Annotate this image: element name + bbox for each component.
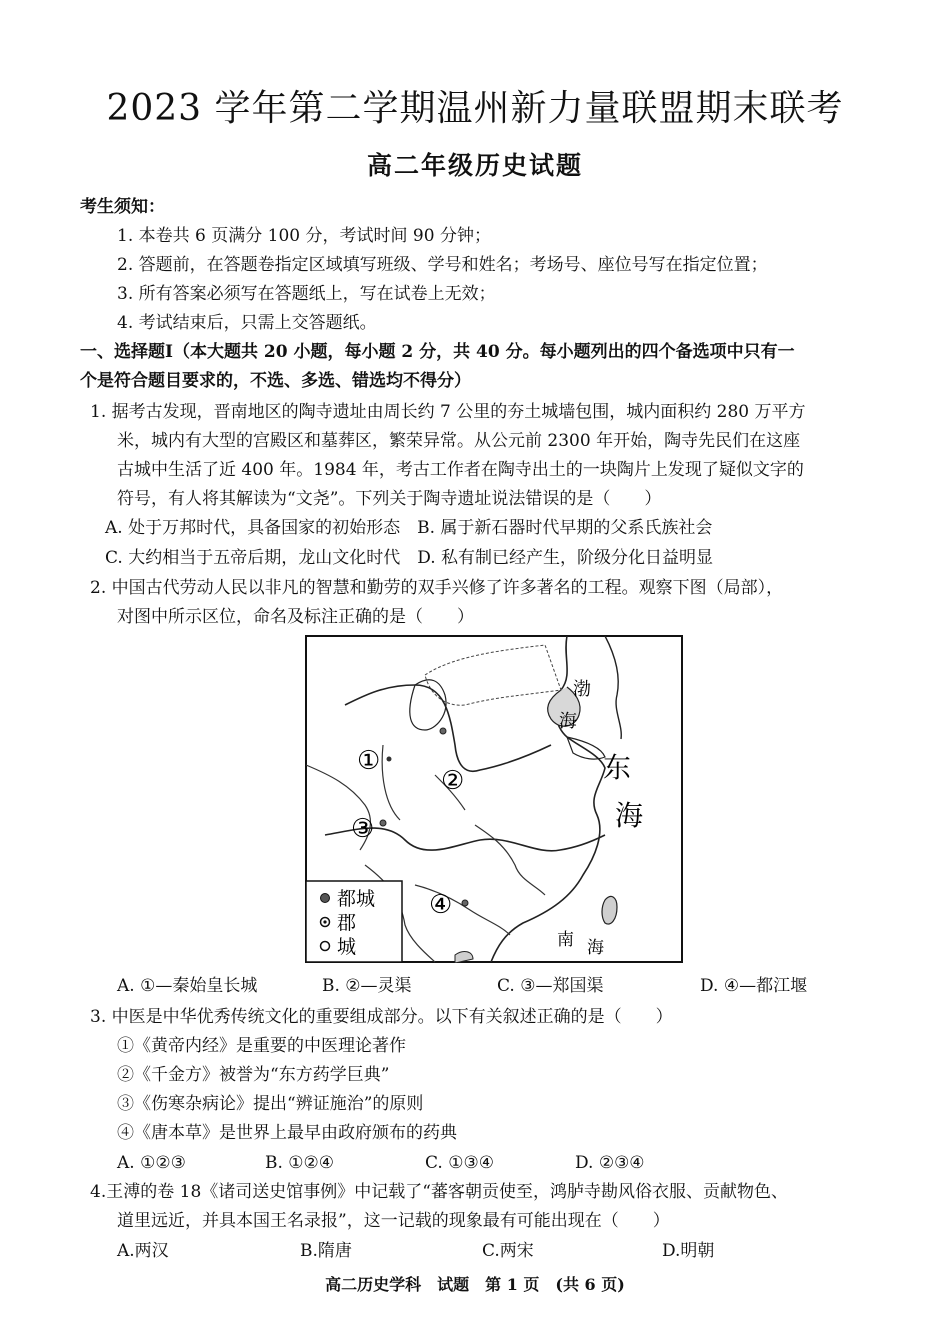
- q1-option-row: A. 处于万邦时代，具备国家的初始形态 B. 属于新石器时代早期的父系氏族社会: [105, 518, 713, 538]
- exam-subtitle: 高二年级历史试题: [366, 151, 583, 180]
- notice-item: 2. 答题前，在答题卷指定区域填写班级、学号和姓名；考场号、座位号写在指定位置；: [117, 255, 768, 275]
- q1-stem-line: 符号，有人将其解读为“文尧”。下列关于陶寺遗址说法错误的是（ ）: [117, 489, 662, 509]
- q2-stem-line: 2. 中国古代劳动人民以非凡的智慧和勤劳的双手兴修了许多著名的工程。观察下图（局部），: [90, 578, 784, 598]
- legend-label-city: 城: [337, 937, 357, 958]
- q3-option-b: B. ①②④: [265, 1153, 335, 1173]
- map-marker-2: ②: [441, 766, 465, 796]
- historical-map-figure: [305, 635, 683, 963]
- section-heading-line-2: 个是符合题目要求的，不选、多选、错选均不得分）: [80, 371, 471, 391]
- legend-label-commandery: 郡: [337, 913, 357, 934]
- legend-capital-symbol: [321, 894, 330, 903]
- notice-item: 3. 所有答案必须写在答题纸上，写在试卷上无效；: [117, 284, 496, 304]
- q4-option-d: D.明朝: [662, 1241, 715, 1261]
- q3-item: ③《伤寒杂病论》提出“辨证施治”的原则: [117, 1094, 424, 1114]
- q1-stem-line: 古城中生活了近 400 年。1984 年，考古工作者在陶寺出土的一块陶片上发现了疑似文字的: [117, 460, 804, 480]
- q4-option-c: C.两宋: [482, 1241, 534, 1261]
- legend-label-capital: 都城: [337, 889, 376, 910]
- section-heading-line-1: 一、选择题Ⅰ（本大题共 20 小题，每小题 2 分，共 40 分。每小题列出的四个备选项中只有一: [80, 342, 795, 362]
- q4-stem-line: 4.王溥的卷 18《诸司送史馆事例》中记载了“蕃客朝贡使至，鸿胪寺勘风俗衣服、贡献物色、: [90, 1182, 788, 1202]
- notice-item: 1. 本卷共 6 页满分 100 分，考试时间 90 分钟；: [117, 226, 491, 246]
- sea-label-east-2: 海: [615, 801, 644, 832]
- q3-item: ①《黄帝内经》是重要的中医理论著作: [117, 1036, 406, 1056]
- q3-stem: 3. 中医是中华优秀传统文化的重要组成部分。以下有关叙述正确的是（ ）: [90, 1007, 673, 1027]
- map-marker-4: ④: [429, 890, 453, 920]
- q3-option-c: C. ①③④: [425, 1153, 494, 1173]
- q2-option-c: C. ③—郑国渠: [497, 976, 604, 996]
- site-marker-2: [440, 728, 446, 734]
- q2-option-a: A. ①—秦始皇长城: [117, 976, 258, 996]
- sea-label-south-2: 海: [587, 938, 604, 957]
- q1-option-row: C. 大约相当于五帝后期，龙山文化时代 D. 私有制已经产生，阶级分化日益明显: [105, 548, 714, 568]
- sea-label-bohai-1: 渤: [573, 679, 591, 699]
- q4-option-a: A.两汉: [117, 1241, 169, 1261]
- page-footer: 高二历史学科 试题 第 1 页 (共 6 页): [325, 1275, 625, 1294]
- q2-option-b: B. ②—灵渠: [322, 976, 412, 996]
- q3-item: ④《唐本草》是世界上最早由政府颁布的药典: [117, 1123, 457, 1143]
- q3-option-d: D. ②③④: [575, 1153, 645, 1173]
- notice-item: 4. 考试结束后，只需上交答题纸。: [117, 313, 377, 333]
- map-marker-3: ③: [351, 814, 375, 844]
- sea-label-east-1: 东: [603, 753, 632, 784]
- site-marker-1: [387, 757, 392, 762]
- q4-stem-line: 道里远近，并具本国王名录报”，这一记载的现象最有可能出现在（ ）: [117, 1211, 670, 1231]
- q2-stem-line: 对图中所示区位，命名及标注正确的是（ ）: [117, 607, 474, 627]
- exam-title: 2023 学年第二学期温州新力量联盟期末联考: [106, 88, 844, 129]
- legend-city-symbol: [321, 942, 330, 951]
- sea-label-south-1: 南: [557, 930, 574, 949]
- q3-item: ②《千金方》被誉为“东方药学巨典”: [117, 1065, 390, 1085]
- q3-option-a: A. ①②③: [117, 1153, 186, 1173]
- site-marker-4: [462, 900, 468, 906]
- q4-option-b: B.隋唐: [300, 1241, 352, 1261]
- q2-option-d: D. ④—都江堰: [700, 976, 808, 996]
- site-marker-3: [380, 820, 386, 826]
- sea-label-bohai-2: 海: [559, 711, 577, 731]
- q1-stem-line: 米，城内有大型的宫殿区和墓葬区，繁荣异常。从公元前 2300 年开始，陶寺先民们在这座: [117, 431, 801, 451]
- q1-stem-line: 1. 据考古发现，晋南地区的陶寺遗址由周长约 7 公里的夯土城墙包围，城内面积约 280 万平方: [90, 402, 806, 422]
- map-marker-1: ①: [357, 746, 381, 776]
- notice-heading: 考生须知：: [80, 197, 165, 217]
